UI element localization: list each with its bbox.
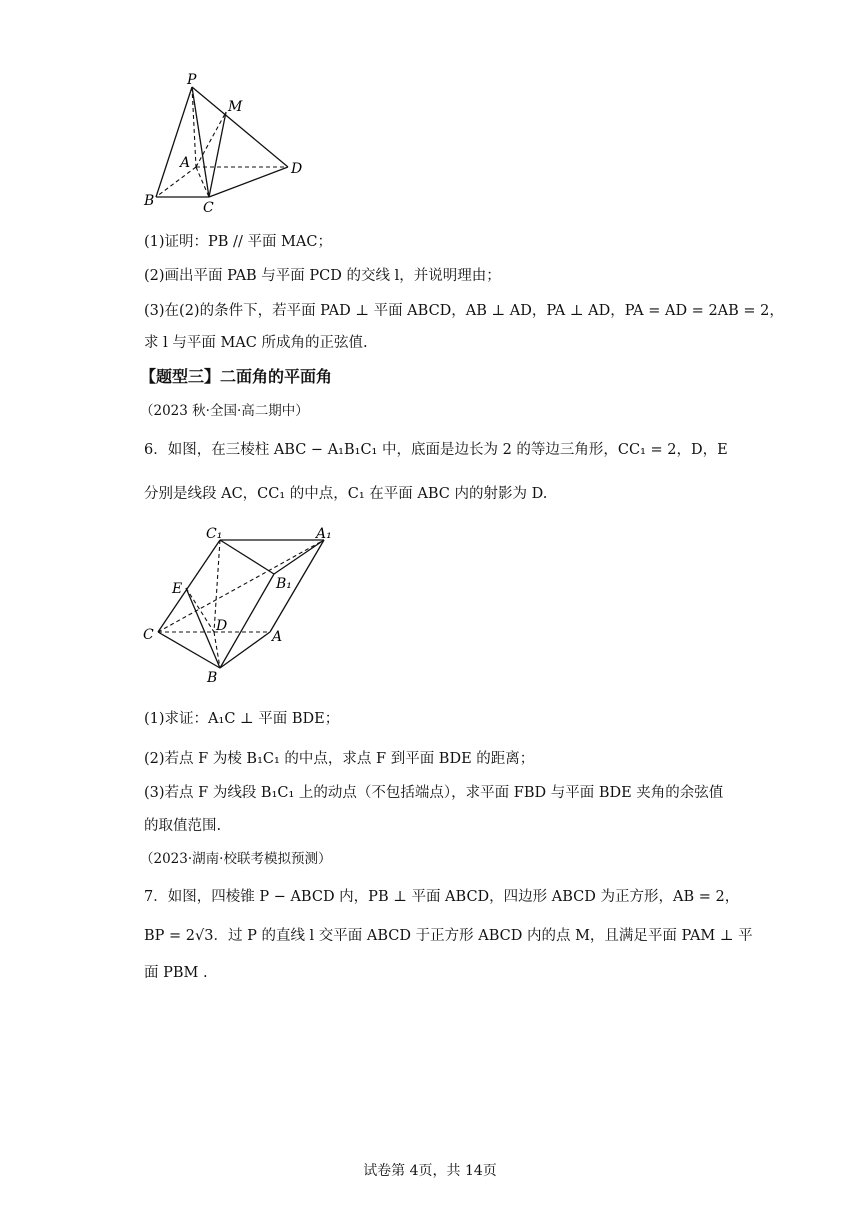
edge-BA [220, 632, 270, 668]
q7-stem-line2: BP = 2√3．过 P 的直线 l 交平面 ABCD 于正方形 ABCD 内的点 M，且满足平面 PAM ⊥ 平 [144, 928, 753, 944]
label-P: P [187, 72, 197, 88]
label-B: B [144, 193, 155, 209]
label-E: E [172, 581, 183, 597]
q7-stem-line1: 7．如图，四棱锥 P − ABCD 内，PB ⊥ 平面 ABCD，四边形 ABCD 为正方形，AB = 2， [144, 889, 740, 905]
edge-CB [158, 632, 220, 668]
section-title: 【题型三】二面角的平面角 [140, 367, 333, 386]
label-D: D [216, 618, 228, 634]
edge-C1B1 [220, 540, 274, 574]
edge-A1B1 [274, 540, 324, 574]
q6-part3-line1: (3)若点 F 为线段 B₁C₁ 上的动点（不包括端点），求平面 FBD 与平面 BDE 夹角的余弦值 [144, 785, 724, 801]
q6-part3-line2: 的取值范围. [144, 818, 222, 834]
q7-stem-line3: 面 PBM . [144, 965, 208, 981]
label-C: C [143, 627, 154, 643]
edge-PB [156, 87, 192, 197]
label-C: C [203, 200, 214, 215]
edge-MC [209, 112, 226, 197]
q6-part2: (2)若点 F 为棱 B₁C₁ 的中点，求点 F 到平面 BDE 的距离； [144, 751, 535, 767]
edge-B1B [220, 574, 274, 668]
q6-stem-line1: 6．如图，在三棱柱 ABC − A₁B₁C₁ 中，底面是边长为 2 的等边三角形，CC₁ = 2，D，E [144, 442, 728, 458]
edge-PC [192, 87, 209, 197]
edge-AB [156, 167, 196, 197]
q6-part1: (1)求证：A₁C ⊥ 平面 BDE； [144, 711, 340, 727]
prism-figure [140, 522, 350, 687]
pyramid-figure [140, 70, 310, 215]
q5-part2: (2)画出平面 PAB 与平面 PCD 的交线 l，并说明理由； [144, 268, 501, 284]
label-A: A [272, 629, 283, 645]
page-footer: 试卷第 4页，共 14页 [363, 1163, 497, 1179]
label-B: B [207, 670, 218, 686]
label-M: M [228, 99, 243, 115]
edge-CD [209, 167, 288, 197]
label-B1: B₁ [276, 576, 292, 592]
q5-part3-line1: (3)在(2)的条件下，若平面 PAD ⊥ 平面 ABCD，AB ⊥ AD，PA ⊥ AD，PA = AD = 2AB = 2， [144, 303, 784, 319]
q5-part1: (1)证明：PB // 平面 MAC； [144, 234, 332, 250]
label-D: D [291, 161, 303, 177]
q6-stem-line2: 分别是线段 AC，CC₁ 的中点，C₁ 在平面 ABC 内的射影为 D. [144, 486, 548, 502]
edge-C1C [158, 540, 220, 632]
label-A: A [180, 155, 191, 171]
q5-part3-line2: 求 l 与平面 MAC 所成角的正弦值. [144, 335, 368, 351]
label-A1: A₁ [316, 526, 332, 542]
q7-source: （2023·湖南·校联考模拟预测） [140, 851, 332, 867]
q6-source: （2023 秋·全国·高二期中） [140, 403, 309, 419]
edge-ED [186, 588, 214, 632]
label-C1: C₁ [206, 526, 223, 542]
